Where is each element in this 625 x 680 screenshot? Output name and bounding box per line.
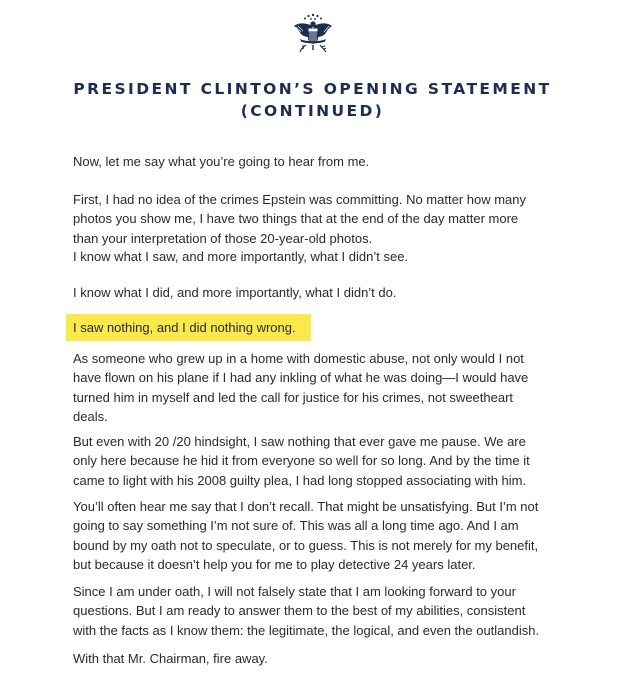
great-seal-eagle-icon — [292, 12, 334, 56]
paragraph-line: But even with 20 /20 hindsight, I saw nothing that ever gave me pause. We are — [73, 434, 526, 449]
paragraph-line: with the facts as I know them: the legitimate, the logical, and even the outlandish. — [73, 622, 540, 638]
paragraph-line: photos you show me, I have two things that at the end of the day matter more — [73, 211, 519, 227]
paragraph-line: First, I had no idea of the crimes Epstein was committing. No matter how many — [73, 192, 527, 207]
paragraph-1 — [73, 152, 573, 171]
paragraph-line: As someone who grew up in a home with domestic abuse, not only would I not — [73, 351, 524, 366]
paragraph-line: came to light with his 2008 guilty plea, I had long stopped associating with him. — [73, 472, 527, 488]
paragraph-line: I know what I saw, and more importantly, what I didn’t see. — [73, 249, 409, 264]
paragraph-4 — [73, 283, 573, 302]
paragraph-line: bound by my oath not to speculate, or to guess. This is not merely for my benefit, — [73, 537, 539, 553]
paragraph-line: turned him in myself and led the call for justice for his crimes, not sweetheart — [73, 389, 514, 405]
paragraph-line: deals. — [73, 409, 108, 425]
paragraph-line: With that Mr. Chairman, fire away. — [73, 651, 268, 666]
paragraph-line: going to say something I’m not sure of. This was all a long time ago. And I am — [73, 518, 519, 534]
paragraph-line: Since I am under oath, I will not falsely state that I am looking forward to your — [73, 584, 516, 599]
paragraph-7 — [73, 432, 573, 490]
paragraph-line: I know what I did, and more importantly, what I didn’t do. — [73, 285, 397, 300]
paragraph-3 — [73, 247, 573, 266]
paragraph-line: Now, let me say what you’re going to hear from me. — [73, 154, 370, 169]
paragraph-6 — [73, 349, 573, 427]
paragraph-line: I saw nothing, and I did nothing wrong. — [73, 320, 296, 335]
paragraph-5-highlighted — [73, 318, 573, 337]
paragraph-line: have flown on his plane if I had any inkling of what he was doing—I would have — [73, 370, 529, 386]
paragraph-line: than your interpretation of those 20-year-old photos. — [73, 230, 373, 246]
paragraph-2 — [73, 190, 573, 248]
paragraph-9 — [73, 582, 573, 640]
page-title-line-2: (CONTINUED) — [240, 102, 385, 120]
paragraph-line: only here because he hid it from everyone so well for so long. And by the time it — [73, 453, 530, 469]
paragraph-8 — [73, 497, 573, 575]
paragraph-line: You’ll often hear me say that I don’t recall. That might be unsatisfying. But I’m not — [73, 499, 539, 514]
paragraph-line: questions. But I am ready to answer them to the best of my abilities, consistent — [73, 603, 526, 619]
page-title-line-1: PRESIDENT CLINTON’S OPENING STATEMENT — [73, 80, 552, 98]
paragraph-line: but because it doesn’t help you for me to play detective 24 years later. — [73, 557, 476, 573]
paragraph-10 — [73, 649, 573, 668]
